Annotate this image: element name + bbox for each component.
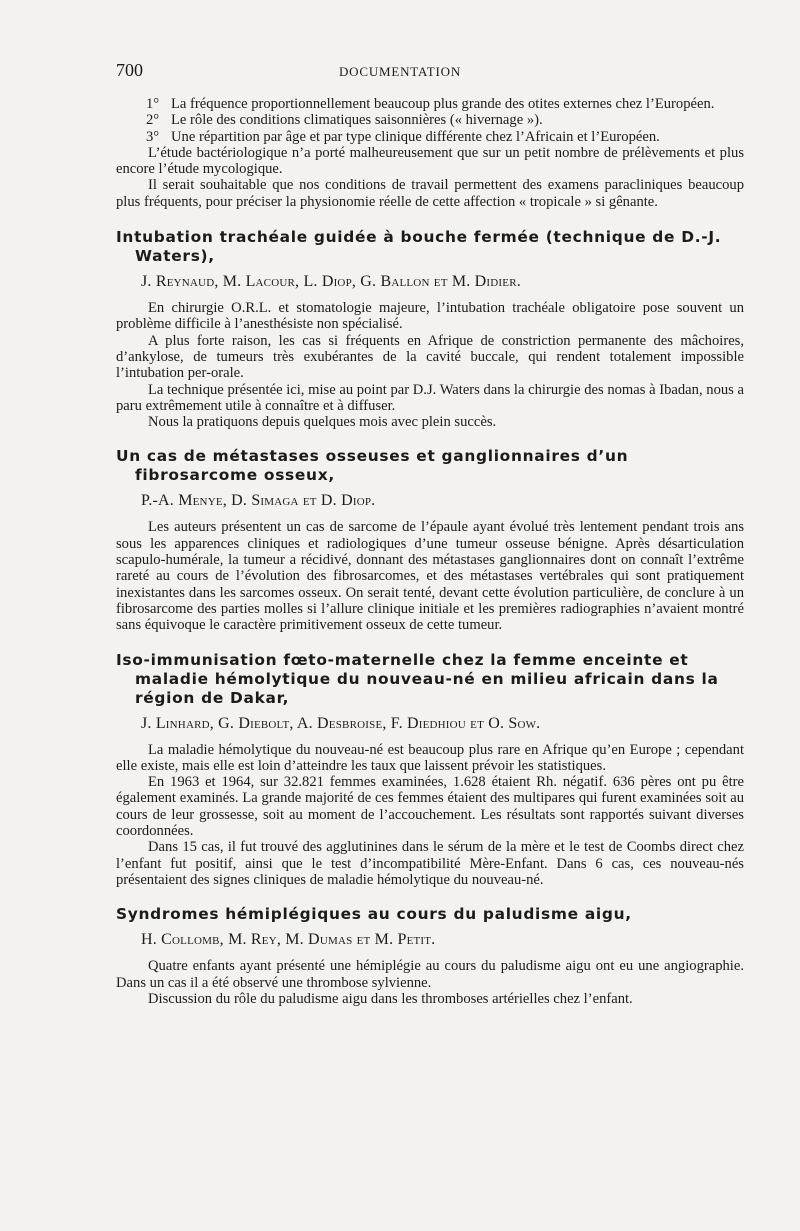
- list-text: La fréquence proportionnellement beaucoup plus grande des otites externes chez l’Européen.: [171, 96, 715, 112]
- article-title: Intubation trachéale guidée à bouche fermée (technique de D.-J. Waters),: [116, 228, 722, 266]
- page-body: [116, 96, 744, 1007]
- article-authors: J. Reynaud, M. Lacour, L. Diop, G. Ballon et M. Didier.: [141, 273, 521, 291]
- article-title: Syndromes hémiplégiques au cours du paludisme aigu,: [116, 905, 632, 924]
- page-number: 700: [116, 60, 143, 80]
- article-title: Un cas de métastases osseuses et ganglionnaires d’un fibrosarcome osseux,: [116, 447, 629, 485]
- article-title: Iso-immunisation fœto-maternelle chez la femme enceinte et maladie hémolytique du nouveau-né en milieu africain dans la région de Dakar,: [116, 650, 719, 707]
- list-item: [116, 112, 744, 128]
- list-number: 1°: [146, 96, 160, 112]
- paragraph: Nous la pratiquons depuis quelques mois avec plein succès.: [148, 414, 497, 431]
- list-item: [116, 129, 744, 145]
- article-authors: H. Collomb, M. Rey, M. Dumas et M. Petit.: [141, 931, 436, 949]
- list-item: [116, 96, 744, 112]
- paragraph: Il serait souhaitable que nos conditions de travail permettent des examens paracliniques beaucoup plus fréquents, pour préciser la physionomie réelle de cette affection « tropicale » si gênante.: [116, 177, 744, 210]
- list-number: 3°: [146, 128, 160, 145]
- paragraph: La maladie hémolytique du nouveau-né est beaucoup plus rare en Afrique qu’en Europe ; cependant elle existe, mais elle est loin d’atteindre les taux que laissent prévoir les statistiques.: [116, 741, 744, 774]
- paragraph: Dans 15 cas, il fut trouvé des agglutinines dans le sérum de la mère et le test de Coombs direct chez l’enfant fut positif, ainsi que le test d’incompatibilité Mère-Enfant. Dans 6 cas, ces nouveau-nés présentaient des signes cliniques de maladie hémolytique du nouveau-né.: [116, 839, 744, 888]
- list-text: Une répartition par âge et par type clinique différente chez l’Africain et l’Européen.: [171, 128, 660, 145]
- article-authors: P.-A. Menye, D. Simaga et D. Diop.: [141, 492, 376, 510]
- paragraph: Discussion du rôle du paludisme aigu dans les thromboses artérielles chez l’enfant.: [148, 990, 633, 1007]
- list-number: 2°: [146, 112, 160, 129]
- paragraph: L’étude bactériologique n’a porté malheureusement que sur un petit nombre de prélèvements et plus encore l’étude mycologique.: [116, 144, 744, 178]
- paragraph: Quatre enfants ayant présenté une hémiplégie au cours du paludisme aigu ont eu une angiographie. Dans un cas il a été observé une thrombose sylvienne.: [116, 958, 744, 991]
- paragraph: Les auteurs présentent un cas de sarcome de l’épaule ayant évolué très lentement pendant trois ans sous les apparences cliniques et radiologiques d’une tumeur osseuse bénigne. Après désarticulation scapulo-humérale, la tumeur a récidivé, donnant des métastases ganglionnaires dont on connaît l’extrême rareté au cours de l’évolution des fibrosarcomes, et des métastases vertébrales qui sont pratiquement inexistantes dans les sarcomes osseux. On serait tenté, devant cette évolution particulière, de conclure à un fibrosarcome des parties molles si l’allure clinique initiale et les premières radiographies n’avaient montré sans équivoque le caractère primitivement osseux de cette tumeur.: [116, 519, 744, 634]
- paragraph: A plus forte raison, les cas si fréquents en Afrique de constriction permanente des mâchoires, d’ankylose, de tumeurs très exubérantes de la cavité buccale, qui rendent totalement impossible l’intubation per-orale.: [116, 332, 744, 382]
- page-header: [116, 60, 684, 82]
- article-authors: J. Linhard, G. Diebolt, A. Desbroise, F. Diedhiou et O. Sow.: [141, 714, 541, 732]
- list-text: Le rôle des conditions climatiques saisonnières (« hivernage »).: [171, 112, 543, 129]
- paragraph: En 1963 et 1964, sur 32.821 femmes examinées, 1.628 étaient Rh. négatif. 636 pères ont pu être également examinés. La grande majorité de ces femmes étaient des multipares qui furent examinées soit au cours de leur grossesse, soit au moment de l’accouchement. Les résultats sont rapportés suivant diverses coordonnées.: [116, 774, 744, 840]
- paragraph: La technique présentée ici, mise au point par D.J. Waters dans la chirurgie des nomas à Ibadan, nous a paru extrêmement utile à connaître et à diffuser.: [116, 381, 744, 414]
- running-title: DOCUMENTATION: [338, 64, 462, 79]
- paragraph: En chirurgie O.R.L. et stomatologie majeure, l’intubation trachéale obligatoire pose souvent un problème difficile à l’anesthésiste non spécialisé.: [116, 300, 744, 333]
